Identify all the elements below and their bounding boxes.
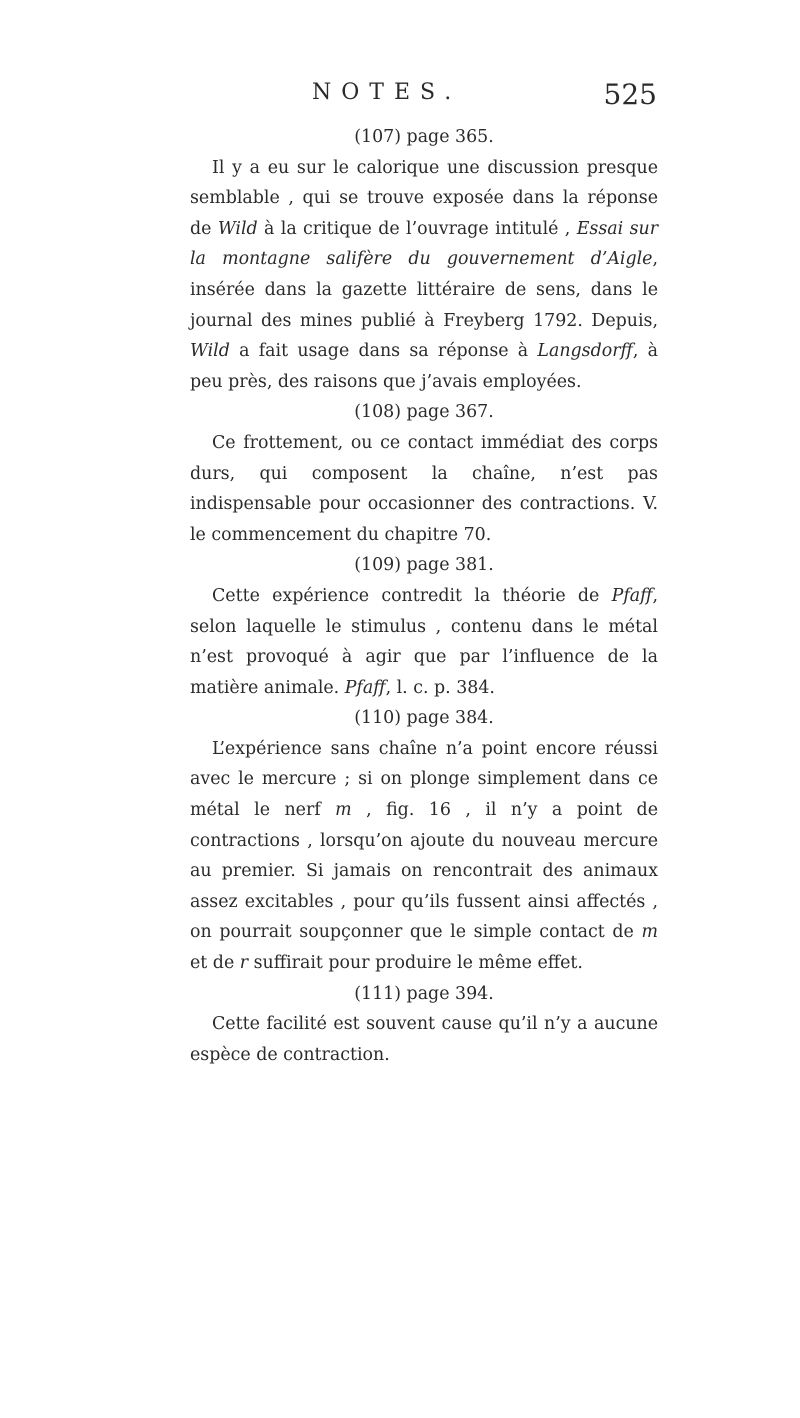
page-header — [312, 78, 657, 118]
italic-text: Langsdorff — [537, 341, 633, 362]
text-segment: et de — [190, 953, 240, 974]
italic-text: m — [335, 800, 352, 821]
page-number: 525 — [603, 78, 657, 111]
note-paragraph — [190, 428, 658, 550]
italic-text: Essai sur la montagne salifère du gouvernement d’Aigle — [190, 218, 659, 270]
note-heading: (108) page 367. — [354, 402, 494, 423]
note-paragraph — [190, 734, 658, 979]
text-segment: , insérée dans la gazette littéraire de sens, dans le journal des mines publié à Freyberg 1792. Depuis, — [190, 249, 658, 331]
text-segment: Ce frottement, ou ce contact immédiat des corps durs, qui composent la chaîne, n’est pas indispensable pour occasionner des contractions. V. le commencement du chapitre 70. — [190, 432, 658, 545]
italic-text: r — [239, 953, 249, 974]
text-segment: , l. c. p. 384. — [385, 677, 495, 698]
text-segment: , fig. 16 , il n’y a point de contractions , lorsqu’on ajoute du nouveau mercure au premier. Si jamais on rencontrait des animaux assez excitables , pour qu’ils fussent ainsi affectés , on pourrait soupçonner que le simple contact de — [190, 800, 658, 943]
italic-text: Pfaff — [611, 585, 653, 606]
text-segment: Cette facilité est souvent cause qu’il n’y a aucune espèce de contraction. — [190, 1014, 658, 1065]
italic-text: m — [641, 922, 658, 943]
note-heading: (110) page 384. — [354, 708, 494, 729]
text-segment: , à peu près, des raisons que j’avais employées. — [190, 341, 658, 392]
note-paragraph — [190, 581, 658, 703]
italic-text: Wild — [217, 218, 258, 239]
note-heading: (107) page 365. — [354, 127, 494, 147]
note-heading: (109) page 381. — [354, 555, 494, 576]
text-segment: Il y a eu sur le calorique une discussion presque semblable , qui se trouve exposée dans la réponse de — [190, 157, 658, 239]
text-segment: Cette expérience contredit la théorie de — [212, 585, 612, 606]
italic-text: Pfaff — [344, 677, 386, 698]
italic-text: Wild — [190, 341, 230, 362]
text-segment: , selon laquelle le stimulus , contenu dans le métal n’est provoqué à agir que par l’influence de la matière animale. — [190, 585, 658, 698]
running-title: NOTES. — [312, 80, 462, 105]
note-paragraph — [190, 1009, 658, 1070]
text-segment: suffirait pour produire le même effet. — [248, 953, 583, 974]
text-segment: a fait usage dans sa réponse à — [229, 341, 538, 362]
text-segment: L’expérience sans chaîne n’a point encore réussi avec le mercure ; si on plonge simplement dans ce métal le nerf — [190, 738, 658, 821]
notes-text — [190, 122, 658, 1070]
text-segment: à la critique de l’ouvrage intitulé , — [257, 218, 577, 239]
note-heading: (111) page 394. — [354, 983, 494, 1004]
note-paragraph — [190, 153, 658, 398]
